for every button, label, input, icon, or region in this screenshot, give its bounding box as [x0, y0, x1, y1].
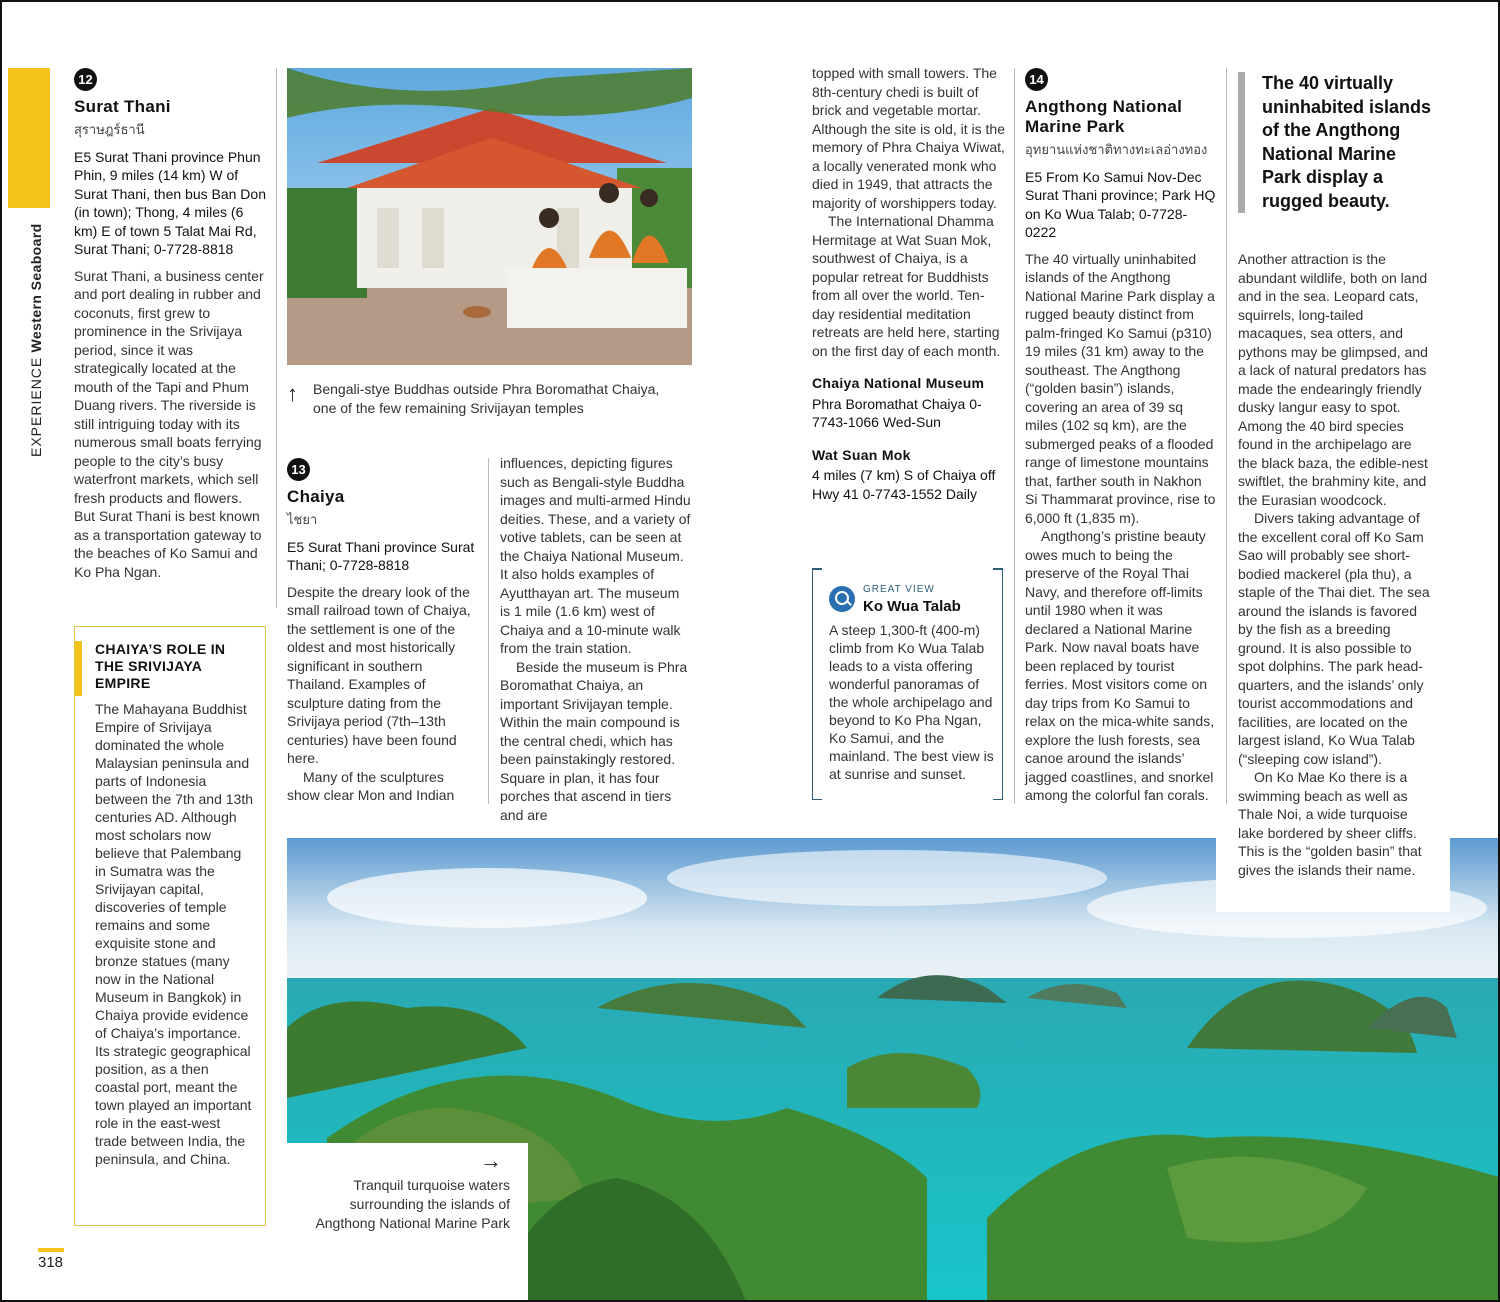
entry-thai-name: ไชยา	[287, 512, 318, 527]
section-color-tab	[8, 68, 50, 208]
entry-body: Many of the sculptures show clear Mon and Indian	[287, 768, 455, 803]
entry-body: influences, depicting figures such as Bengali-style Buddha images and multi-armed Hindu deities. These, and a variety of votive tablets, can be seen at the Chaiya National Museum. It also holds examples of Ayutthayan art. The museum is 1 mile (1.6 km) west of Chaiya and a 10-minute walk from the train station.	[500, 455, 691, 656]
angthong-wildlife-column	[1238, 250, 1434, 879]
entry-body: Surat Thani, a business center and port dealing in rubber and coconuts, first grew to prominence in the Srivijaya period, since it was strategically located at the mouth of the Tapi and Phum Duang rivers. The riverside is still intriguing today with its numerous small boats ferrying people to the city’s busy waterfront markets, which sell fresh products and flowers. But Surat Thani is best known as a transportation gateway to the beaches of Ko Samui and Ko Pha Ngan.	[74, 267, 264, 580]
islands-photo-caption: Tranquil turquoise waters surrounding the islands of Angthong National Marine Park	[315, 1177, 510, 1231]
chaiya-history-box	[74, 626, 266, 1226]
entry-info: E5 Surat Thani province Phun Phin, 9 miles (14 km) W of Surat Thani, then bus Ban Don (in town); Thong, 4 miles (6 km) E of town 5 Talat Mai Rd, Surat Thani; 0-7728-8818	[74, 148, 266, 257]
box-body: The Mahayana Buddhist Empire of Srivijaya dominated the whole Malaysian peninsula and parts of Indonesia between the 7th and 13th centuries AD. Although most scholars now believe that Palembang in Sumatra was the Srivijayan capital, discoveries of temple remains and some exquisite stone and bronze statues (many now in the National Museum in Bangkok) in Chaiya provide evidence of Chaiya’s importance. Its strategic geographical position, as a then coastal port, meant the town played an important role in the east-west trade between India, the peninsula, and China.	[95, 701, 254, 1167]
column-divider	[488, 458, 489, 804]
up-arrow-icon: ↑	[287, 381, 298, 406]
entry-body: Divers taking advantage of the excellent coral off Ko Sam Sao will probably see short-bodied mackerel (pla thu), a staple of the Thai diet. The sea around the islands is favored by the fish as a breeding ground. It is also possible to spot dolphins. The park head-quarters, and the islands’ only tourist accommodations and facilities, are located on the largest island, Ko Wua Talab (“sleeping cow island”).	[1238, 510, 1430, 767]
entry-body: Beside the museum is Phra Boromathat Chaiya, an important Srivijayan temple. Within the main compound is the central chedi, which has been painstakingly restored. Square in plan, it has four porches that ascend in tiers and are	[500, 658, 688, 823]
box-corner	[812, 568, 822, 570]
pull-quote: The 40 virtually uninhabited islands of the Angthong National Marine Park display a rugged beauty.	[1238, 72, 1438, 213]
page-number: 318	[38, 1254, 64, 1271]
entry-title: Angthong National Marine Park	[1025, 97, 1183, 136]
magnifier-icon	[829, 586, 855, 612]
entry-body: topped with small towers. The 8th-century chedi is built of brick and vegetable mortar. Although the site is old, it is the memory of Phra Chaiya Wiwat, a locally venerated monk who died in 1949, that attracts the majority of worshippers today.	[812, 65, 1005, 211]
great-view-title: Ko Wua Talab	[863, 598, 961, 615]
box-corner	[993, 799, 1003, 801]
entry-number-badge: 13	[287, 458, 310, 481]
box-accent-bar	[75, 641, 82, 696]
column-divider	[1014, 68, 1015, 804]
section-name: Western Seaboard	[28, 223, 44, 353]
column-divider	[276, 68, 277, 608]
entry-thai-name: สุราษฎร์ธานี	[74, 122, 145, 137]
entry-body: Despite the dreary look of the small railroad town of Chaiya, the settlement is one of the oldest and most historically significant in southern Thailand. Examples of sculpture dating from the Srivijaya period (7th–13th centuries) have been found here.	[287, 583, 471, 766]
great-view-box	[812, 568, 1003, 800]
great-view-kicker: GREAT VIEW	[863, 584, 935, 595]
entry-body: Another attraction is the abundant wildlife, both on land and in the sea. Leopard cats, squirrels, long-tailed macaques, sea otters, and pythons may be glimpsed, and a lack of natural predators has made the endearingly friendly dusky langur easy to spot. Among the 40 bird species found in the archipelago are the black baza, the edible-nest swiftlet, the brahminy kite, and the Eurasian woodcock.	[1238, 251, 1428, 508]
box-title: CHAIYA’S ROLE IN THE SRIVIJAYA EMPIRE	[95, 641, 226, 691]
temple-photo	[287, 68, 692, 365]
page-number-rule	[38, 1248, 64, 1252]
museum-title: Chaiya National Museum	[812, 375, 985, 391]
wat-info: 4 miles (7 km) S of Chaiya off Hwy 41 0-7743-1552 Daily	[812, 467, 996, 502]
chapter-label: EXPERIENCE	[28, 356, 44, 457]
surat-thani-entry	[74, 68, 266, 581]
wat-title: Wat Suan Mok	[812, 446, 911, 463]
chaiya-entry	[287, 458, 477, 805]
box-corner	[993, 568, 1003, 570]
entry-body: Angthong’s pristine beauty owes much to being the preserve of the Royal Thai Navy, and therefore off-limits until 1980 when it was declared a National Marine Park. Now naval boats have been replaced by tourist ferries. Most visitors come on day trips from Ko Samui to relax on the mica-white sands, explore the lush forests, sea canoe around the islands’ jagged coastlines, and snorkel among the colorful fan corals.	[1025, 528, 1215, 803]
temple-photo-caption: Bengali-stye Buddhas outside Phra Boromathat Chaiya, one of the few remaining Srivijayan temples	[313, 381, 660, 416]
angthong-entry	[1025, 68, 1217, 805]
great-view-body: A steep 1,300-ft (400-m) climb from Ko Wua Talab leads to a vista offering wonderful panoramas of the whole archipelago and beyond to Ko Pha Ngan, Ko Samui, and the mainland. The best view is at sunrise and sunset.	[829, 622, 994, 782]
museum-info: Phra Boromathat Chaiya 0-7743-1066 Wed-Sun	[812, 395, 982, 430]
column-divider	[1226, 68, 1227, 804]
entry-thai-name: อุทยานแห่งชาติทางทะเลอ่างทอง	[1025, 142, 1208, 157]
section-label	[28, 223, 44, 457]
entry-number-badge: 14	[1025, 68, 1048, 91]
entry-title: Chaiya	[287, 487, 345, 506]
entry-body: On Ko Mae Ko there is a swimming beach as well as Thale Noi, a wide turquoise lake bordered by sheer cliffs. This is the “golden basin” that gives the islands their name.	[1238, 769, 1422, 878]
entry-info: E5 Surat Thani province Surat Thani; 0-7728-8818	[287, 538, 475, 573]
chaiya-entry-continued	[500, 454, 692, 824]
entry-body: The International Dhamma Hermitage at Wat Suan Mok, southwest of Chaiya, is a popular retreat for Buddhists from all over the world. Ten-day residential meditation retreats are held here, starting on the first day of each month.	[812, 213, 1001, 359]
entry-body: The 40 virtually uninhabited islands of the Angthong National Marine Park display a rugged beauty distinct from palm-fringed Ko Samui (p310) 19 miles (31 km) away to the southeast. The Angthong (“golden basin”) islands, covering an area of 39 sq miles (102 sq km), are the submerged peaks of a flooded range of limestone mountains that, farther south in Nakhon Si Thammarat province, rise to 6,000 ft (1,835 m).	[1025, 250, 1216, 526]
right-arrow-icon: →	[480, 1148, 502, 1173]
entry-number-badge: 12	[74, 68, 97, 91]
chaiya-continued-column	[812, 64, 1005, 511]
entry-title: Surat Thani	[74, 97, 171, 116]
box-corner	[812, 799, 822, 801]
entry-info: E5 From Ko Samui Nov-Dec Surat Thani province; Park HQ on Ko Wua Talab; 0-7728-0222	[1025, 168, 1216, 240]
